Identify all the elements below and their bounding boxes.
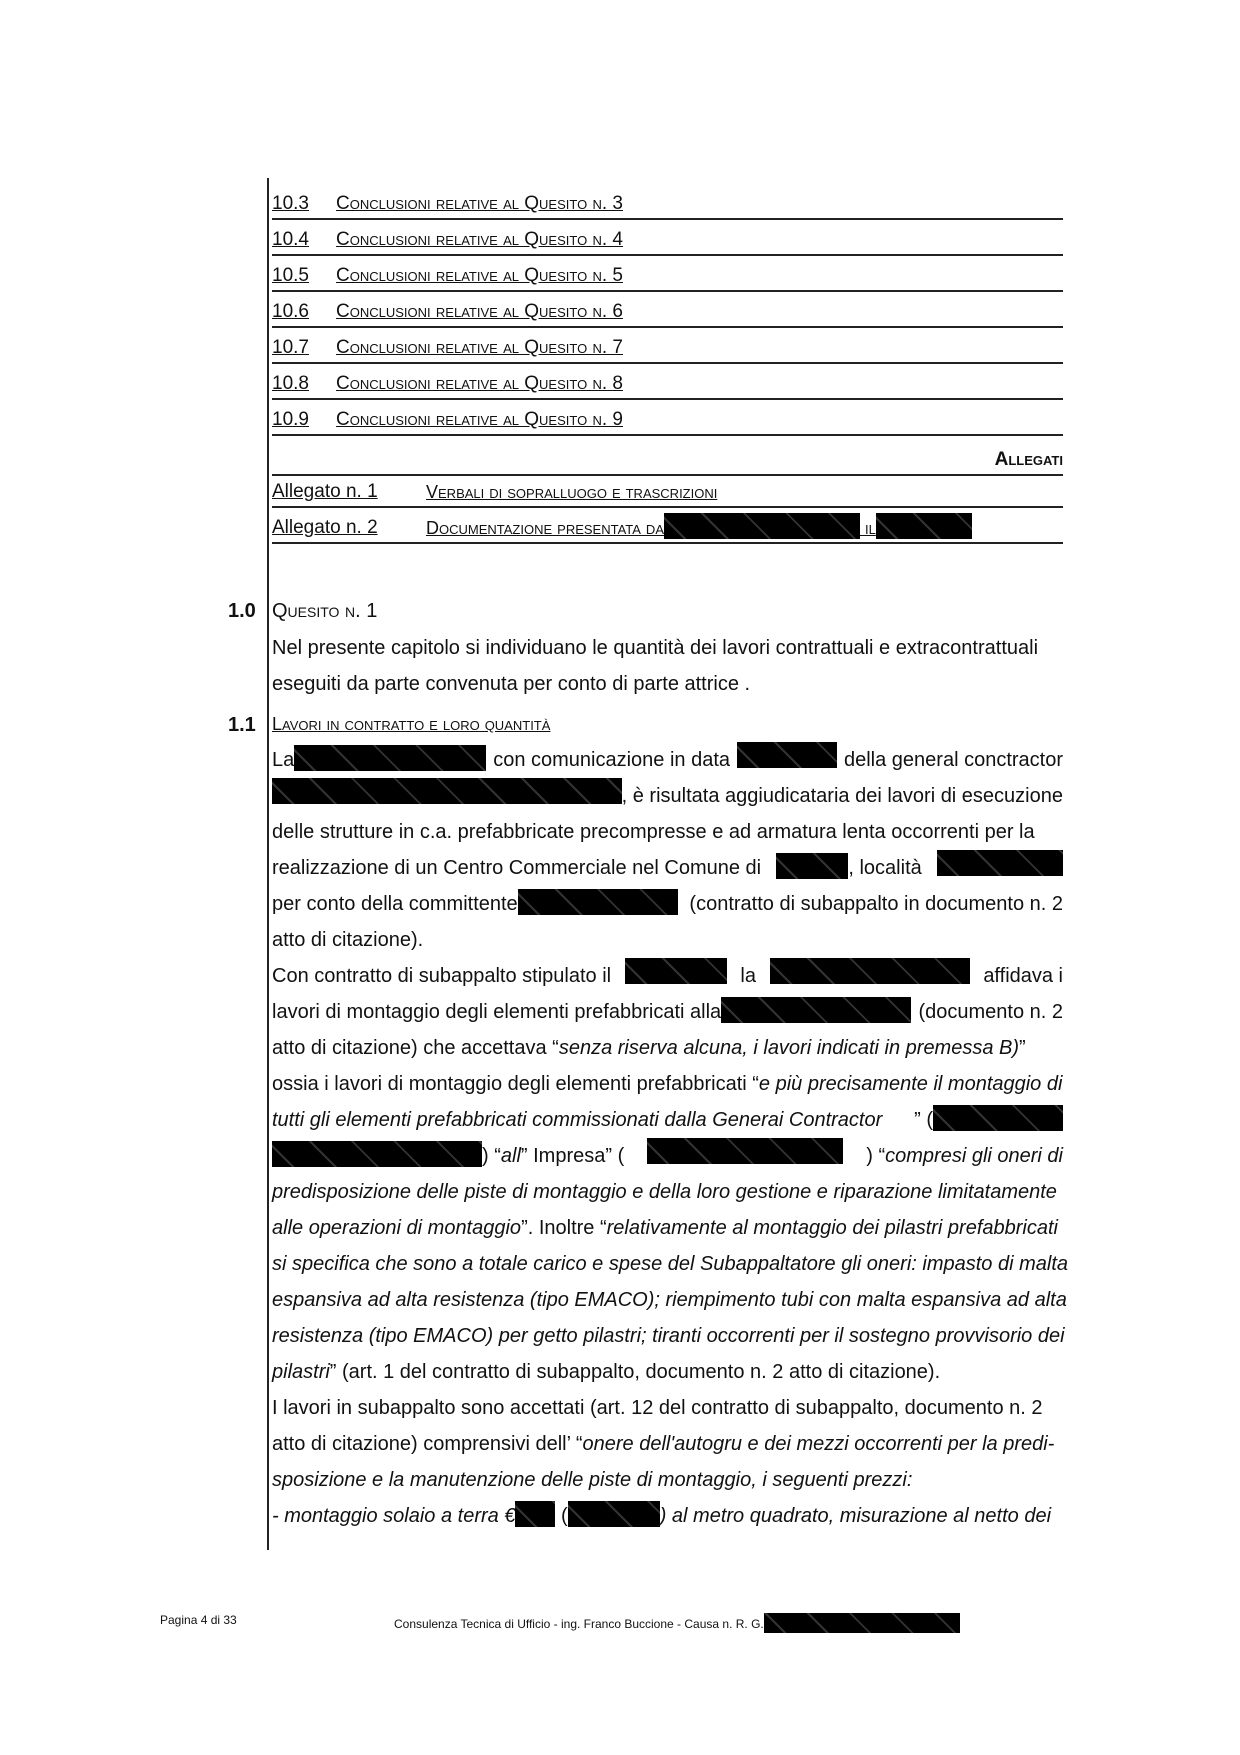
- allegato-title: Verbali di sopralluogo e trascrizioni: [426, 482, 718, 502]
- toc-row[interactable]: [272, 184, 1063, 220]
- text-line: sposizione e la manutenzione delle piste di montaggio, i seguenti prezzi:: [272, 1469, 913, 1491]
- text-line: alle operazioni di montaggio”. Inoltre “relativamente al montaggio dei pilastri prefabbricati: [272, 1217, 1058, 1239]
- redaction-block: [568, 1501, 660, 1527]
- toc-title: Conclusioni relative al Quesito n. 6: [336, 301, 623, 322]
- text-line: ossia i lavori di montaggio degli elementi prefabbricati “e più precisamente il montaggio di: [272, 1073, 1063, 1095]
- text-line: realizzazione di un Centro Commerciale nel Comune di , località: [272, 850, 1063, 886]
- text-line: resistenza (tipo EMACO) per getto pilastri; tiranti occorrenti per il sostegno provvisorio dei: [272, 1325, 1065, 1347]
- redaction-block: [518, 889, 678, 915]
- redaction-block: [764, 1613, 960, 1633]
- toc-title: Conclusioni relative al Quesito n. 5: [336, 265, 623, 286]
- section-intro: [272, 630, 1063, 702]
- toc-title: Conclusioni relative al Quesito n. 4: [336, 229, 623, 250]
- redaction-block: [294, 745, 486, 771]
- toc-title: Conclusioni relative al Quesito n. 8: [336, 373, 623, 394]
- allegato-row[interactable]: [272, 472, 1063, 508]
- toc-row[interactable]: [272, 220, 1063, 256]
- text-line: atto di citazione).: [272, 929, 424, 951]
- toc-title: Conclusioni relative al Quesito n. 3: [336, 193, 623, 214]
- margin-rule: [267, 178, 269, 1550]
- redaction-block: [272, 1141, 482, 1167]
- redaction-block: [515, 1501, 555, 1527]
- section-number: 1.1: [228, 714, 256, 736]
- toc-row[interactable]: [272, 292, 1063, 328]
- section-number: 1.0: [228, 600, 256, 622]
- toc-num: 10.5: [272, 265, 309, 286]
- toc-num: 10.7: [272, 337, 309, 358]
- allegato-num: Allegato n. 1: [272, 481, 378, 502]
- text-line: atto di citazione) che accettava “senza riserva alcuna, i lavori indicati in premessa B)”: [272, 1037, 1026, 1059]
- text-line: ) “all” Impresa” ( ) “compresi gli oneri di: [272, 1138, 1063, 1174]
- toc-row[interactable]: [272, 328, 1063, 364]
- text-line: lavori di montaggio degli elementi prefabbricati alla (documento n. 2: [272, 994, 1063, 1030]
- text-line: atto di citazione) comprensivi dell’ “onere dell'autogru e dei mezzi occorrenti per la predi-: [272, 1433, 1055, 1455]
- section-title: Quesito n. 1: [272, 600, 378, 622]
- section-body: [272, 742, 1069, 1534]
- redaction-block: [876, 513, 972, 539]
- text-line: , è risultata aggiudicataria dei lavori di esecuzione: [272, 778, 1063, 814]
- footer-text: Consulenza Tecnica di Ufficio - ing. Franco Buccione - Causa n. R. G.: [394, 1613, 960, 1633]
- text-line: La con comunicazione in data della general conctractor: [272, 742, 1063, 778]
- toc-num: 10.4: [272, 229, 309, 250]
- text-line: Nel presente capitolo si individuano le quantità dei lavori contrattuali e extracontrattuali: [272, 637, 1039, 659]
- allegato-num: Allegato n. 2: [272, 517, 378, 538]
- section-title: Lavori in contratto e loro quantità: [272, 714, 551, 734]
- redaction-block: [937, 850, 1063, 876]
- toc-num: 10.8: [272, 373, 309, 394]
- page-number: Pagina 4 di 33: [160, 1613, 237, 1627]
- text-line: - montaggio solaio a terra € ( ) al metro quadrato, misurazione al netto dei: [272, 1498, 1063, 1534]
- redaction-block: [272, 778, 622, 804]
- text-line: I lavori in subappalto sono accettati (art. 12 del contratto di subappalto, documento n. 2: [272, 1397, 1043, 1419]
- text-line: Con contratto di subappalto stipulato il la affidava i: [272, 958, 1063, 994]
- toc-row[interactable]: [272, 400, 1063, 436]
- redaction-block: [933, 1105, 1063, 1131]
- redaction-block: [737, 742, 837, 768]
- toc-title: Conclusioni relative al Quesito n. 7: [336, 337, 623, 358]
- text-line: si specifica che sono a totale carico e spese del Subappaltatore gli oneri: impasto di malta: [272, 1253, 1069, 1275]
- text-line: per conto della committente (contratto di subappalto in documento n. 2: [272, 886, 1063, 922]
- redaction-block: [647, 1138, 843, 1164]
- text-line: tutti gli elementi prefabbricati commissionati dalla Generai Contractor ” (: [272, 1102, 1063, 1138]
- text-line: delle strutture in c.a. prefabbricate precompresse e ad armatura lenta occorrenti per la: [272, 821, 1035, 843]
- toc-row[interactable]: [272, 256, 1063, 292]
- redaction-block: [625, 958, 727, 984]
- redaction-block: [770, 958, 970, 984]
- text-line: eseguiti da parte convenuta per conto di parte attrice .: [272, 673, 751, 695]
- redaction-block: [721, 997, 911, 1023]
- toc-num: 10.3: [272, 193, 309, 214]
- text-line: espansiva ad alta resistenza (tipo EMACO); riempimento tubi con malta espansiva ad alta: [272, 1289, 1067, 1311]
- redaction-block: [776, 853, 848, 879]
- toc-num: 10.6: [272, 301, 309, 322]
- toc-row[interactable]: [272, 364, 1063, 400]
- text-line: predisposizione delle piste di montaggio e della loro gestione e riparazione limitatamente: [272, 1181, 1057, 1203]
- allegato-title: Documentazione presentata da il: [426, 513, 972, 539]
- toc-num: 10.9: [272, 409, 309, 430]
- allegati-heading: Allegati: [272, 440, 1063, 476]
- redaction-block: [664, 513, 860, 539]
- allegato-row[interactable]: [272, 508, 1063, 544]
- toc-title: Conclusioni relative al Quesito n. 9: [336, 409, 623, 430]
- text-line: pilastri” (art. 1 del contratto di subappalto, documento n. 2 atto di citazione).: [272, 1361, 941, 1383]
